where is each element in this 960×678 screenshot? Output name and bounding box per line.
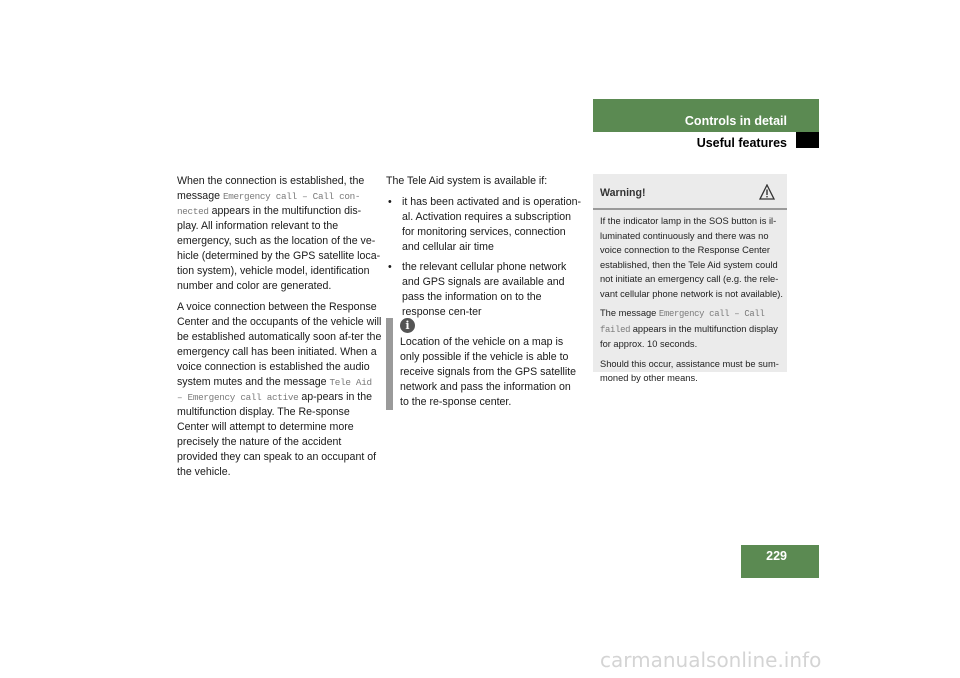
warning-title: Warning! — [600, 187, 646, 199]
warning-paragraph — [600, 306, 783, 352]
text: appears in the multifunction display for approx. 10 seconds. — [600, 323, 778, 349]
warning-triangle-icon — [759, 184, 775, 200]
warning-paragraph: If the indicator lamp in the SOS button is il-luminated continuously and there was no voice connection to the Response Center established, then the Tele Aid system could not initiate an emergency call (e.g. the rele-vant cellular phone network is not available). — [600, 216, 783, 299]
display-message: Tele Aid – Emergency call active — [177, 377, 372, 403]
left-column — [177, 174, 382, 486]
text: A voice connection between the Response Center and the occupants of the vehicle will be established automatically soon af-ter the emergency call has been initiated. When a voice connection is established the audio system mutes and the message — [177, 301, 382, 388]
warning-paragraph: Should this occur, assistance must be sum-moned by other means. — [600, 358, 779, 383]
paragraph-connection — [177, 174, 382, 294]
warning-box — [593, 174, 787, 383]
display-message: Emergency call – Call con-nected — [177, 191, 361, 217]
text: appears in the multifunction dis-play. All information relevant to the emergency, such as the location of the ve-hicle (determined by the GPS satellite loca-tion system), vehicle model, identification number and color are generated. — [177, 205, 381, 292]
info-icon: i — [400, 318, 415, 333]
section-title: Controls in detail — [684, 114, 787, 128]
header-marker — [796, 132, 819, 148]
page-number: 229 — [766, 549, 787, 563]
middle-column — [386, 174, 582, 325]
info-note-bar — [386, 318, 393, 410]
display-message: Emergency call – Call failed — [600, 309, 765, 335]
text: The message — [600, 308, 659, 318]
list-item: • it has been activated and is operation-al. Activation requires a subscription for monitoring services, connection and cellular air time — [386, 195, 582, 255]
text: ap-pears in the multifunction display. The Re-sponse Center will attempt to determine more precisely the nature of the accident provided they can speak to an occupant of the vehicle. — [177, 391, 377, 478]
watermark: carmanualsonline.info — [600, 648, 822, 672]
info-note-text: Location of the vehicle on a map is only possible if the vehicle is able to receive signals from the GPS satellite network and pass the information on to the re-sponse center. — [400, 336, 577, 408]
paragraph-voice — [177, 300, 382, 480]
availability-intro: The Tele Aid system is available if: — [386, 175, 548, 187]
list-item: • the relevant cellular phone network and GPS signals are available and pass the information on to the response cen-ter — [386, 260, 582, 320]
warning-header — [593, 174, 787, 210]
availability-list — [386, 195, 582, 320]
text: When the connection is established, the message — [177, 175, 365, 202]
subsection-title: Useful features — [696, 136, 787, 150]
warning-body — [600, 214, 783, 391]
